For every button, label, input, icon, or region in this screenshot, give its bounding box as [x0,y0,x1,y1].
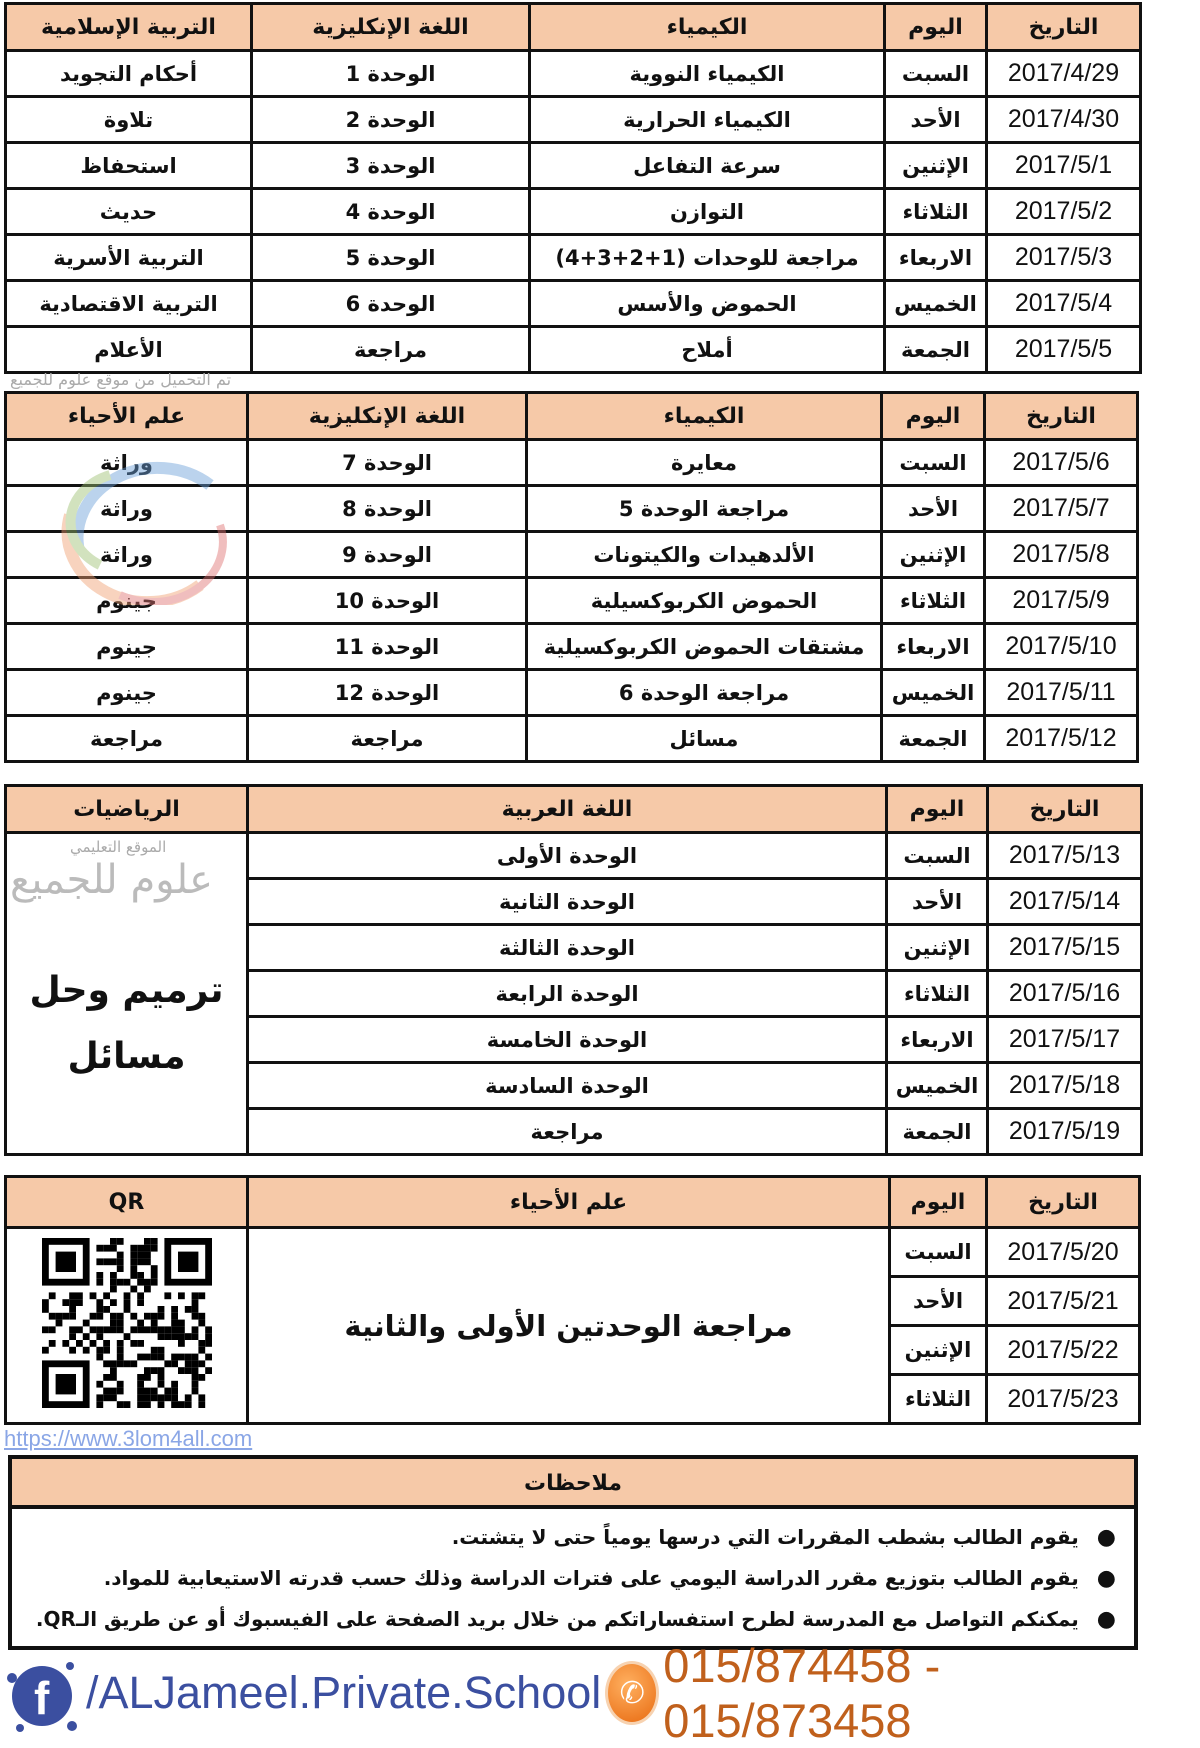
math-merged-cell: ترميم وحل مسائل [6,833,248,1155]
header-row [6,393,1138,440]
table-row [6,143,1141,189]
subject-cell: الوحدة الأولى [248,833,887,879]
subject-cell: الحموض والأسس [530,281,885,327]
subject-cell: الوحدة 12 [248,670,527,716]
date-cell: 2017/5/10 [985,624,1138,670]
date-cell: 2017/5/18 [988,1063,1142,1109]
subject-cell: أحكام التجويد [6,51,252,97]
subject-cell: وراثة [6,440,248,486]
date-cell: 2017/5/1 [987,143,1141,189]
notes-list [12,1509,1134,1646]
date-cell: 2017/5/8 [985,532,1138,578]
subject-cell: جينوم [6,624,248,670]
table-row [6,670,1138,716]
column-header: التربية الإسلامية [6,4,252,51]
header-row [6,4,1141,51]
day-cell: الخميس [882,670,985,716]
day-cell: السبت [885,51,987,97]
bullet-icon: ● [1096,1566,1116,1591]
date-cell: 2017/4/29 [987,51,1141,97]
day-cell: الإثنين [885,143,987,189]
day-cell: الأحد [885,97,987,143]
subject-cell: مشتقات الحموض الكربوكسيلية [527,624,882,670]
notes-title: ملاحظات [12,1459,1134,1509]
day-cell: الجمعة [885,327,987,373]
column-header: اليوم [885,4,987,51]
subject-cell: معايرة [527,440,882,486]
bullet-icon: ● [1096,1525,1116,1550]
subject-cell: الوحدة 11 [248,624,527,670]
day-cell: الإثنين [890,1326,987,1375]
subject-cell: أملاح [530,327,885,373]
date-cell: 2017/5/20 [987,1228,1140,1277]
column-header: التاريخ [985,393,1138,440]
day-cell: الخميس [885,281,987,327]
subject-cell: مراجعة [6,716,248,762]
table-row [6,833,1142,879]
day-cell: السبت [887,833,988,879]
date-cell: 2017/5/19 [988,1109,1142,1155]
subject-cell: الوحدة 7 [248,440,527,486]
subject-cell: استحفاظ [6,143,252,189]
day-cell: الخميس [887,1063,988,1109]
table-row [6,578,1138,624]
subject-cell: التربية الأسرية [6,235,252,281]
subject-cell: الوحدة 3 [252,143,530,189]
header-row [6,1177,1140,1228]
date-cell: 2017/5/4 [987,281,1141,327]
phone-icon: ✆ [605,1661,659,1725]
table-row [6,1228,1140,1277]
table-row [6,716,1138,762]
watermark-download: تم التحميل من موقع علوم للجميع [10,370,232,389]
day-cell: الإثنين [887,925,988,971]
column-header: اللغة العربية [248,786,887,833]
subject-cell: الألدهيدات والكيتونات [527,532,882,578]
note-item: ● يقوم الطالب بشطب المقررات التي درسها يومياً حتى لا يتشتت. [18,1517,1116,1558]
qr-cell [6,1228,248,1424]
day-cell: الاربعاء [887,1017,988,1063]
subject-cell: الأعلام [6,327,252,373]
subject-cell: الوحدة السادسة [248,1063,887,1109]
subject-cell: مراجعة [248,716,527,762]
column-header: الرياضيات [6,786,248,833]
date-cell: 2017/5/6 [985,440,1138,486]
schedule-table-week-2 [4,391,1139,763]
day-cell: الثلاثاء [887,971,988,1017]
date-cell: 2017/5/23 [987,1375,1140,1424]
subject-cell: سرعة التفاعل [530,143,885,189]
subject-cell: مراجعة [248,1109,887,1155]
day-cell: الجمعة [887,1109,988,1155]
note-item: ● يقوم الطالب بتوزيع مقرر الدراسة اليومي على فترات الدراسة وذلك حسب قدرته الاستيعابية للمواد. [18,1558,1116,1599]
date-cell: 2017/4/30 [987,97,1141,143]
table-row [6,532,1138,578]
subject-cell: تلاوة [6,97,252,143]
subject-cell: الوحدة الخامسة [248,1017,887,1063]
note-item: ● يمكنكم التواصل مع المدرسة لطرح استفساراتكم من خلال بريد الصفحة على الفيسبوك أو عن طريق الـQR. [18,1599,1116,1640]
day-cell: الأحد [887,879,988,925]
date-cell: 2017/5/13 [988,833,1142,879]
svg-text:f: f [34,1672,50,1724]
watermark-url[interactable]: https://www.3lom4all.com [4,1426,253,1451]
subject-cell: الوحدة الثالثة [248,925,887,971]
table-row [6,189,1141,235]
subject-cell: مراجعة الوحدة 6 [527,670,882,716]
column-header: الكيمياء [530,4,885,51]
day-cell: الجمعة [882,716,985,762]
date-cell: 2017/5/2 [987,189,1141,235]
column-header: التاريخ [987,4,1141,51]
table-row [6,281,1141,327]
date-cell: 2017/5/9 [985,578,1138,624]
subject-cell: جينوم [6,670,248,716]
day-cell: الثلاثاء [890,1375,987,1424]
subject-cell: الوحدة 10 [248,578,527,624]
header-row [6,786,1142,833]
subject-cell: حديث [6,189,252,235]
column-header: اليوم [890,1177,987,1228]
subject-cell: الكيمياء الحرارية [530,97,885,143]
day-cell: السبت [890,1228,987,1277]
bullet-icon: ● [1096,1607,1116,1632]
day-cell: الأحد [882,486,985,532]
subject-cell: الوحدة 8 [248,486,527,532]
day-cell: الاربعاء [882,624,985,670]
subject-cell: الوحدة 9 [248,532,527,578]
day-cell: الثلاثاء [882,578,985,624]
table-row [6,624,1138,670]
facebook-icon[interactable] [0,1648,90,1738]
date-cell: 2017/5/11 [985,670,1138,716]
phone-numbers: 015/874458 - 015/873458 [663,1639,941,1747]
subject-cell: الوحدة 4 [252,189,530,235]
subject-cell: الوحدة الثانية [248,879,887,925]
subject-cell: وراثة [6,532,248,578]
day-cell: الثلاثاء [885,189,987,235]
column-header: التاريخ [987,1177,1140,1228]
table-row [6,327,1141,373]
watermark-name: علوم للجميع [10,857,213,903]
date-cell: 2017/5/3 [987,235,1141,281]
table-row [6,486,1138,532]
day-cell: الإثنين [882,532,985,578]
day-cell: الأحد [890,1277,987,1326]
subject-cell: جينوم [6,578,248,624]
date-cell: 2017/5/15 [988,925,1142,971]
subject-cell: مراجعة الوحدة 5 [527,486,882,532]
subject-cell: التوازن [530,189,885,235]
subject-cell: وراثة [6,486,248,532]
schedule-table-week-1 [4,2,1142,374]
table-row [6,51,1141,97]
date-cell: 2017/5/5 [987,327,1141,373]
column-header: اللغة الإنكليزية [248,393,527,440]
date-cell: 2017/5/21 [987,1277,1140,1326]
subject-cell: مسائل [527,716,882,762]
date-cell: 2017/5/17 [988,1017,1142,1063]
schedule-table-week-4 [4,1175,1141,1425]
column-header: التاريخ [988,786,1142,833]
column-header: علم الأحياء [248,1177,890,1228]
table-row [6,97,1141,143]
subject-cell: الوحدة 1 [252,51,530,97]
subject-cell: الوحدة 2 [252,97,530,143]
date-cell: 2017/5/22 [987,1326,1140,1375]
notes-box [8,1455,1138,1650]
date-cell: 2017/5/16 [988,971,1142,1017]
watermark-sub: الموقع التعليمي [70,838,167,856]
schedule-table-week-3 [4,784,1143,1156]
contact-footer [0,1639,1160,1747]
column-header: QR [6,1177,248,1228]
column-header: علم الأحياء [6,393,248,440]
subject-cell: مراجعة [252,327,530,373]
column-header: الكيمياء [527,393,882,440]
qr-code-icon[interactable] [42,1238,212,1408]
subject-cell: الوحدة 5 [252,235,530,281]
column-header: اليوم [882,393,985,440]
subject-cell: الوحدة الرابعة [248,971,887,1017]
biology-merged-cell: مراجعة الوحدتين الأولى والثانية [248,1228,890,1424]
facebook-page-link[interactable]: /ALJameel.Private.School [86,1667,602,1718]
date-cell: 2017/5/12 [985,716,1138,762]
column-header: اليوم [887,786,988,833]
table-row [6,235,1141,281]
day-cell: السبت [882,440,985,486]
date-cell: 2017/5/7 [985,486,1138,532]
day-cell: الاربعاء [885,235,987,281]
date-cell: 2017/5/14 [988,879,1142,925]
subject-cell: التربية الاقتصادية [6,281,252,327]
subject-cell: مراجعة للوحدات (1+2+3+4) [530,235,885,281]
subject-cell: الكيمياء النووية [530,51,885,97]
subject-cell: الحموض الكربوكسيلية [527,578,882,624]
column-header: اللغة الإنكليزية [252,4,530,51]
subject-cell: الوحدة 6 [252,281,530,327]
table-row [6,440,1138,486]
